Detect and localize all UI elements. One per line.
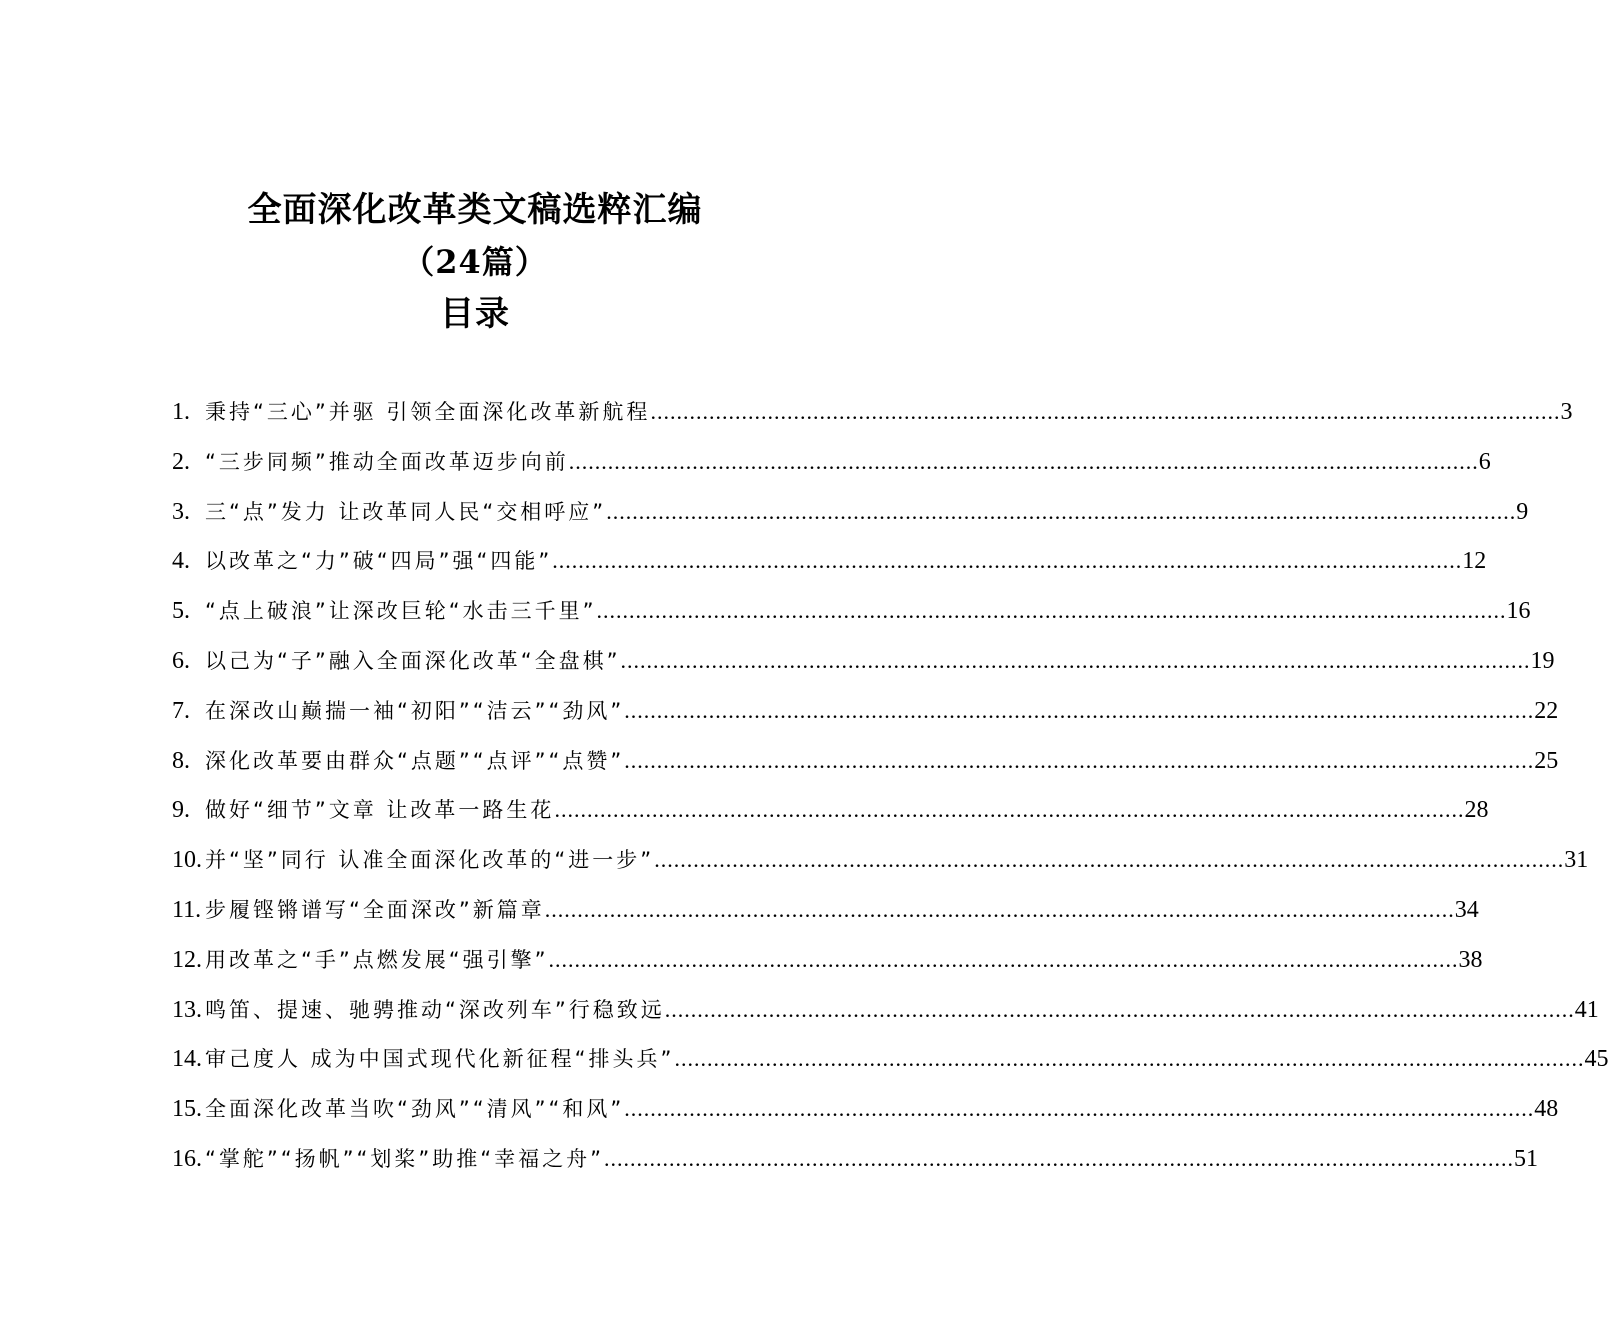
toc-entry-number: 3. [172, 498, 190, 525]
toc-entry-number: 10. [172, 847, 202, 874]
toc-entry-number: 6. [172, 647, 190, 674]
toc-entry-page-number: 34 [1454, 896, 1479, 923]
toc-dot-leader [624, 1087, 1534, 1131]
toc-entry-number: 5. [172, 598, 190, 625]
toc-dot-leader [552, 539, 1462, 583]
toc-entry-page-number: 51 [1514, 1145, 1539, 1172]
toc-entry-page-number: 22 [1534, 697, 1559, 724]
toc-entry-title: 并“坚”同行 认准全面深化改革的“进一步” [205, 848, 655, 873]
toc-entry[interactable] [172, 739, 1559, 789]
toc-entry-title: 步履铿锵谱写“全面深改”新篇章 [205, 897, 545, 922]
toc-entry-number: 13. [172, 996, 202, 1023]
toc-dot-leader [606, 490, 1516, 534]
toc-dot-leader [650, 390, 1560, 434]
toc-entry[interactable] [172, 1087, 1559, 1137]
toc-entry-title: “掌舵”“扬帆”“划桨”助推“幸福之舟” [205, 1146, 605, 1171]
toc-entry-title: 在深改山巅揣一袖“初阳”“洁云”“劲风” [205, 698, 625, 723]
toc-entry-page-number: 6 [1478, 448, 1491, 475]
toc-dot-leader [569, 440, 1479, 484]
toc-heading: 目录 [440, 294, 510, 334]
title-block [0, 184, 950, 340]
toc-entry-title: 用改革之“手”点燃发展“强引擎” [205, 947, 549, 972]
toc-entry-title: 全面深化改革当吹“劲风”“清风”“和风” [205, 1097, 625, 1122]
toc-entry[interactable] [172, 390, 1573, 440]
toc-entry-page-number: 31 [1564, 847, 1589, 874]
toc-dot-leader [624, 689, 1534, 733]
toc-dot-leader [624, 739, 1534, 783]
toc-entry[interactable] [172, 689, 1559, 739]
toc-entry[interactable] [172, 440, 1491, 490]
toc-entry-page-number: 28 [1464, 797, 1489, 824]
toc-entry-title: 三“点”发力 让改革同人民“交相呼应” [205, 499, 607, 524]
toc-entry[interactable] [172, 539, 1487, 589]
toc-entry[interactable] [172, 490, 1529, 540]
toc-entry-page-number: 12 [1462, 548, 1487, 575]
toc-entry-number: 16. [172, 1145, 202, 1172]
toc-entry-page-number: 48 [1534, 1096, 1559, 1123]
toc-entry-page-number: 45 [1584, 1046, 1608, 1073]
toc-entry-number: 2. [172, 448, 190, 475]
toc-entry[interactable] [172, 938, 1483, 988]
toc-entry-page-number: 41 [1574, 996, 1599, 1023]
toc-entry[interactable] [172, 589, 1531, 639]
toc-entry[interactable] [172, 1037, 1608, 1087]
toc-entry-page-number: 3 [1560, 399, 1573, 425]
toc-dot-leader [604, 1137, 1514, 1181]
toc-entry-title: 做好“细节”文章 让改革一路生花 [205, 798, 555, 823]
toc-entry-title: 审己度人 成为中国式现代化新征程“排头兵” [205, 1047, 675, 1072]
toc-entry-number: 1. [172, 399, 190, 425]
toc-entry-number: 14. [172, 1046, 202, 1073]
toc-entry[interactable] [172, 988, 1599, 1038]
toc-entry-title: 鸣笛、提速、驰骋推动“深改列车”行稳致远 [205, 997, 665, 1022]
toc-entry-page-number: 19 [1530, 647, 1555, 674]
toc-entry-number: 12. [172, 946, 202, 973]
document-title: 全面深化改革类文稿选粹汇编 [247, 190, 703, 230]
toc-dot-leader [665, 988, 1575, 1032]
toc-dot-leader [621, 639, 1531, 683]
toc-dot-leader [674, 1037, 1584, 1081]
toc-entry-number: 4. [172, 548, 190, 575]
toc-dot-leader [654, 838, 1564, 882]
toc-entry-title: 以己为“子”融入全面深化改革“全盘棋” [205, 648, 621, 673]
toc-entry-number: 15. [172, 1096, 202, 1123]
toc-entry[interactable] [172, 639, 1555, 689]
toc-entry-page-number: 9 [1516, 498, 1529, 525]
toc-entry-page-number: 25 [1534, 747, 1559, 774]
table-of-contents [172, 390, 1608, 1187]
toc-entry-number: 8. [172, 747, 190, 774]
toc-entry-title: 深化改革要由群众“点题”“点评”“点赞” [205, 748, 625, 773]
toc-entry-page-number: 38 [1458, 946, 1483, 973]
toc-entry[interactable] [172, 788, 1489, 838]
toc-entry[interactable] [172, 888, 1479, 938]
toc-entry-number: 11. [172, 896, 202, 923]
toc-entry-title: 秉持“三心”并驱 引领全面深化改革新航程 [205, 400, 651, 424]
toc-entry-number: 7. [172, 697, 190, 724]
document-subtitle: （24篇） [402, 243, 548, 281]
toc-dot-leader [597, 589, 1507, 633]
toc-dot-leader [554, 788, 1464, 832]
toc-entry-page-number: 16 [1506, 598, 1531, 625]
toc-dot-leader [549, 938, 1459, 982]
toc-entry[interactable] [172, 1137, 1539, 1187]
toc-entry-title: “点上破浪”让深改巨轮“水击三千里” [205, 599, 597, 624]
toc-entry-title: “三步同频”推动全面改革迈步向前 [205, 449, 569, 474]
toc-entry-title: 以改革之“力”破“四局”强“四能” [205, 549, 553, 574]
toc-dot-leader [545, 888, 1455, 932]
toc-entry-number: 9. [172, 797, 190, 824]
toc-entry[interactable] [172, 838, 1589, 888]
